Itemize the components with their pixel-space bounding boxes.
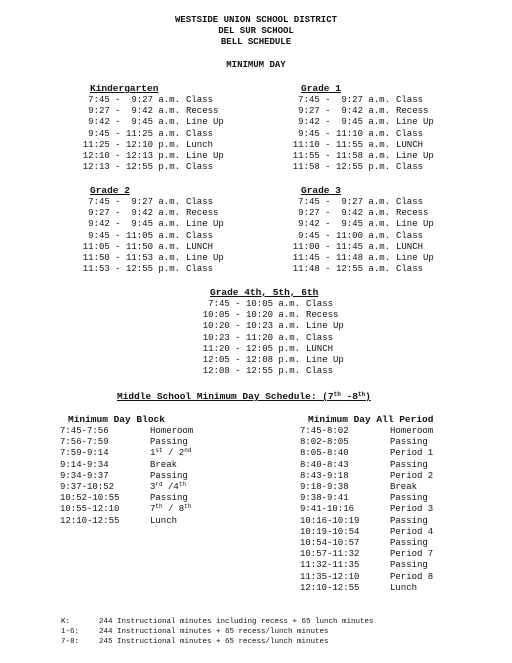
time-range: 9:14-9:34 [60, 459, 109, 470]
schedule-row [180, 344, 366, 355]
time-range: 12:08 - 12:55 p.m. [202, 366, 300, 377]
footnote [61, 638, 329, 646]
time-range: 7:56-7:59 [60, 437, 109, 448]
district-name: WESTSIDE UNION SCHOOL DISTRICT [174, 15, 338, 25]
footnote [61, 628, 329, 636]
activity: Class [396, 95, 424, 105]
activity: Homeroom [150, 426, 194, 436]
schedule-row [60, 106, 246, 117]
time-range: 11:25 - 12:10 p.m. [82, 139, 180, 150]
activity: Passing [150, 470, 188, 481]
activity: Line Up [396, 253, 434, 263]
time-range: 11:35-12:10 [300, 571, 360, 582]
time-range: 12:10 - 12:13 p.m. [82, 151, 180, 161]
time-range: 9:42 - 9:45 a.m. [88, 117, 180, 128]
activity: Class [396, 230, 424, 241]
time-range: 9:34-9:37 [60, 470, 109, 481]
time-range: 9:27 - 9:42 a.m. [298, 106, 390, 117]
schedule-row [270, 242, 456, 253]
activity: Class [186, 264, 214, 275]
time-range: 11:45 - 11:48 a.m. [292, 253, 390, 263]
activity: Passing [150, 493, 188, 504]
schedule-row [60, 208, 246, 219]
activity: Period 7 [390, 549, 434, 560]
footnote-text: 245 Instructional minutes + 65 recess/lunch minutes [99, 638, 329, 646]
schedule-row [60, 219, 246, 230]
activity: Passing [390, 515, 428, 526]
grade3-title: Grade 3 [301, 185, 341, 196]
activity: LUNCH [186, 241, 214, 252]
time-range: 11:10 - 11:55 a.m. [292, 139, 390, 150]
schedule-row [300, 460, 470, 471]
time-range: 10:54-10:57 [300, 538, 360, 548]
block-title: Minimum Day Block [68, 414, 165, 425]
schedule-row [300, 493, 470, 504]
time-range: 11:32-11:35 [300, 560, 360, 571]
time-range: 9:42 - 9:45 a.m. [298, 219, 390, 230]
activity: Class [396, 128, 424, 139]
time-range: 7:45-8:02 [300, 426, 349, 436]
activity: Class [396, 197, 424, 207]
activity: Class [396, 162, 424, 173]
time-range: 7:45-7:56 [60, 426, 109, 436]
schedule-row [180, 310, 366, 321]
schedule-subtitle: MINIMUM DAY [226, 60, 286, 70]
time-range: 8:02-8:05 [300, 437, 349, 448]
time-range: 9:38-9:41 [300, 493, 349, 504]
schedule-row [60, 253, 246, 264]
activity: 3rd /4th [150, 481, 187, 492]
activity: Lunch [150, 515, 178, 526]
schedule-row [300, 538, 470, 549]
schedule-row [270, 106, 456, 117]
schedule-row [300, 426, 470, 437]
footnote-text: 244 Instructional minutes including recess + 65 lunch minutes [99, 618, 374, 626]
schedule-row [60, 482, 240, 493]
schedule-row [60, 471, 240, 482]
activity: Line Up [186, 253, 224, 263]
schedule-row [60, 516, 240, 527]
schedule-row [270, 197, 456, 208]
activity: Class [306, 299, 334, 309]
activity: Line Up [396, 151, 434, 161]
schedule-row [270, 208, 456, 219]
time-range: 9:45 - 11:05 a.m. [88, 230, 180, 241]
footnote-text: 244 Instructional minutes + 65 recess/lunch minutes [99, 628, 329, 636]
schedule-row [270, 219, 456, 230]
time-range: 11:48 - 12:55 a.m. [292, 264, 390, 275]
activity: 7th / 8th [150, 503, 192, 515]
schedule-row [60, 129, 246, 140]
time-range: 8:40-8:43 [300, 459, 349, 470]
time-range: 12:10-12:55 [60, 515, 120, 526]
schedule-row [60, 197, 246, 208]
activity: Passing [150, 437, 188, 448]
time-range: 10:19-10:54 [300, 526, 360, 537]
activity: Homeroom [390, 426, 434, 436]
schedule-row [60, 460, 240, 471]
time-range: 8:05-8:40 [300, 448, 349, 459]
grade456-title: Grade 4th, 5th, 6th [210, 287, 319, 298]
time-range: 10:55-12:10 [60, 504, 120, 515]
schedule-row [60, 504, 240, 515]
time-range: 11:53 - 12:55 p.m. [82, 264, 180, 275]
schedule-row [300, 560, 470, 571]
time-range: 9:27 - 9:42 a.m. [298, 208, 390, 219]
activity: Class [306, 366, 334, 377]
time-range: 9:27 - 9:42 a.m. [88, 208, 180, 219]
time-range: 9:37-10:52 [60, 482, 115, 492]
time-range: 10:23 - 11:20 a.m. [202, 332, 300, 343]
footnote [61, 618, 374, 626]
activity: Class [186, 230, 214, 241]
footnote-key: K: [61, 618, 71, 626]
schedule-row [270, 95, 456, 106]
schedule-row [60, 151, 246, 162]
time-range: 9:45 - 11:10 a.m. [298, 128, 390, 139]
schedule-row [60, 242, 246, 253]
activity: Period 8 [390, 571, 434, 582]
time-range: 12:05 - 12:08 p.m. [202, 355, 300, 365]
time-range: 7:45 - 9:27 a.m. [88, 197, 180, 207]
activity: Class [186, 95, 214, 105]
activity: LUNCH [396, 139, 424, 150]
schedule-row [180, 333, 366, 344]
schedule-row [180, 321, 366, 332]
time-range: 11:05 - 11:50 a.m. [82, 241, 180, 252]
activity: Recess [306, 310, 339, 321]
schedule-row [60, 117, 246, 128]
time-range: 8:43-9:18 [300, 470, 349, 481]
time-range: 10:16-10:19 [300, 515, 360, 526]
schedule-row [270, 253, 456, 264]
schedule-row [270, 151, 456, 162]
activity: Passing [390, 437, 428, 448]
activity: Recess [396, 106, 429, 117]
activity: Line Up [396, 117, 434, 128]
activity: LUNCH [396, 241, 424, 252]
schedule-row [60, 437, 240, 448]
schedule-row [60, 264, 246, 275]
activity: Passing [390, 459, 428, 470]
schedule-row [180, 355, 366, 366]
schedule-row [270, 264, 456, 275]
document-title: BELL SCHEDULE [220, 37, 292, 47]
time-range: 7:59-9:14 [60, 448, 109, 459]
schedule-row [60, 140, 246, 151]
activity: Class [186, 162, 214, 173]
time-range: 7:45 - 9:27 a.m. [88, 95, 180, 105]
time-range: 11:58 - 12:55 p.m. [292, 162, 390, 173]
activity: Passing [390, 560, 428, 571]
schedule-row [180, 299, 366, 310]
time-range: 10:05 - 10:20 a.m. [202, 310, 300, 321]
schedule-row [300, 516, 470, 527]
activity: Recess [186, 208, 219, 219]
activity: Break [390, 482, 418, 492]
schedule-row [300, 572, 470, 583]
time-range: 11:00 - 11:45 a.m. [292, 241, 390, 252]
time-range: 11:55 - 11:58 a.m. [292, 151, 390, 161]
activity: Line Up [186, 117, 224, 128]
time-range: 9:45 - 11:25 a.m. [88, 128, 180, 139]
activity: 1st / 2nd [150, 447, 192, 459]
grade2-title: Grade 2 [90, 185, 130, 196]
activity: Period 2 [390, 470, 434, 481]
time-range: 9:41-10:16 [300, 504, 355, 515]
time-range: 9:42 - 9:45 a.m. [298, 117, 390, 128]
schedule-row [300, 527, 470, 538]
time-range: 11:20 - 12:05 p.m. [202, 343, 300, 354]
schedule-row [300, 504, 470, 515]
time-range: 10:57-11:32 [300, 549, 360, 560]
schedule-row [300, 471, 470, 482]
time-range: 10:20 - 10:23 a.m. [202, 321, 300, 332]
activity: Period 3 [390, 504, 434, 515]
schedule-row [60, 426, 240, 437]
activity: Break [150, 459, 178, 470]
time-range: 7:45 - 9:27 a.m. [298, 95, 390, 105]
schedule-row [300, 583, 470, 594]
footnote-key: 7-8: [61, 638, 80, 646]
schedule-row [270, 231, 456, 242]
schedule-row [270, 140, 456, 151]
activity: Line Up [186, 151, 224, 161]
kindergarten-title: Kindergarten [90, 83, 159, 94]
activity: LUNCH [306, 343, 334, 354]
activity: Line Up [306, 321, 344, 332]
activity: Line Up [186, 219, 224, 230]
schedule-row [270, 129, 456, 140]
activity: Class [186, 128, 214, 139]
schedule-row [300, 482, 470, 493]
time-range: 9:27 - 9:42 a.m. [88, 106, 180, 117]
schedule-row [60, 493, 240, 504]
all-period-title: Minimum Day All Period [308, 414, 434, 425]
schedule-row [300, 549, 470, 560]
time-range: 9:45 - 11:00 a.m. [298, 230, 390, 241]
schedule-row [60, 448, 240, 459]
time-range: 12:13 - 12:55 p.m. [82, 162, 180, 173]
schedule-row [60, 231, 246, 242]
activity: Lunch [390, 582, 418, 593]
activity: Lunch [186, 139, 214, 150]
activity: Line Up [396, 219, 434, 230]
activity: Passing [390, 493, 428, 504]
time-range: 9:42 - 9:45 a.m. [88, 219, 180, 230]
footnote-key: 1-6: [61, 628, 80, 636]
schedule-row [300, 448, 470, 459]
time-range: 7:45 - 10:05 a.m. [208, 299, 300, 309]
grade1-title: Grade 1 [301, 83, 341, 94]
school-name: DEL SUR SCHOOL [218, 26, 294, 36]
activity: Class [396, 264, 424, 275]
time-range: 10:52-10:55 [60, 493, 120, 504]
activity: Period 1 [390, 448, 434, 459]
time-range: 7:45 - 9:27 a.m. [298, 197, 390, 207]
schedule-row [180, 366, 366, 377]
schedule-row [300, 437, 470, 448]
schedule-row [60, 95, 246, 106]
middle-school-title: Middle School Minimum Day Schedule: (7th -8th) [117, 391, 371, 402]
activity: Period 4 [390, 526, 434, 537]
activity: Class [186, 197, 214, 207]
activity: Line Up [306, 355, 344, 365]
time-range: 12:10-12:55 [300, 582, 360, 593]
schedule-row [60, 162, 246, 173]
time-range: 9:18-9:38 [300, 482, 349, 492]
activity: Passing [390, 538, 428, 548]
activity: Recess [186, 106, 219, 117]
schedule-row [270, 117, 456, 128]
time-range: 11:50 - 11:53 a.m. [82, 253, 180, 263]
activity: Class [306, 332, 334, 343]
schedule-row [270, 162, 456, 173]
activity: Recess [396, 208, 429, 219]
